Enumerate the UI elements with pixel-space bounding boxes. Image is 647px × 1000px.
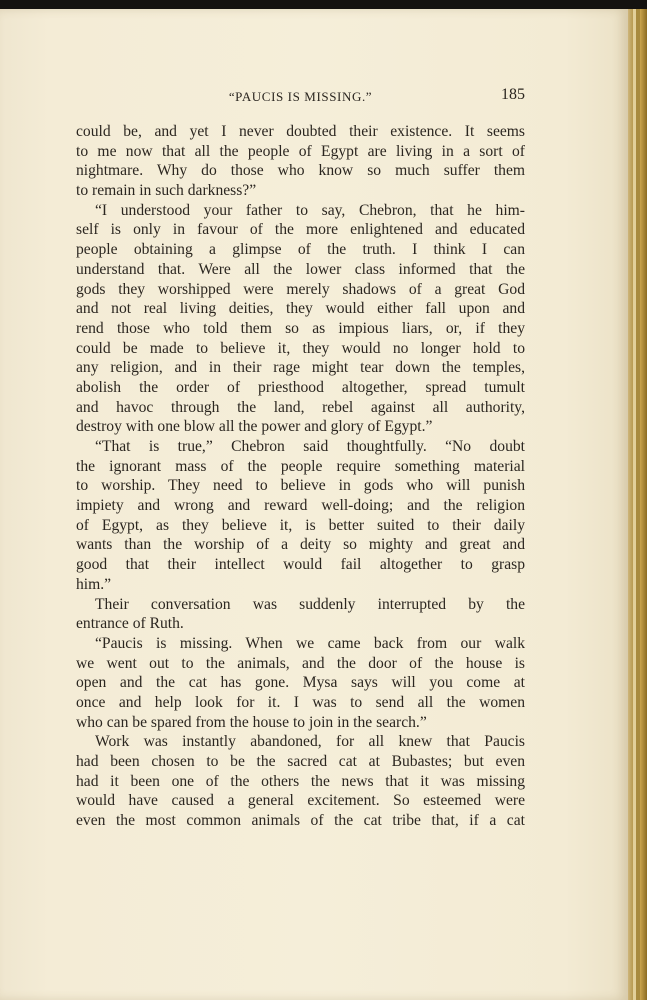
text-line: once and help look for it. I was to send all the women (76, 693, 525, 711)
text-line: people obtaining a glimpse of the truth. I think I can (76, 241, 525, 259)
text-line: “That is true,” Chebron said thoughtfully. “No doubt (95, 438, 525, 455)
text-line: and not real living deities, they would either fall upon and (76, 300, 525, 318)
text-line: had been chosen to be the sacred cat at Bubastes; but even (76, 753, 525, 770)
text-line: gods they worshipped were merely shadows of a great God (76, 280, 525, 298)
text-line: to worship. They need to believe in gods who will punish (76, 477, 525, 495)
text-line: “I understood your father to say, Chebron, that he him- (95, 201, 525, 219)
text-line: Work was instantly abandoned, for all knew that Paucis (95, 733, 525, 751)
scan-top-border (0, 0, 647, 9)
text-line: nightmare. Why do those who know so much suffer them (76, 162, 525, 180)
text-line: self is only in favour of the more enlightened and educated (76, 221, 525, 239)
text-line: “Paucis is missing. When we came back from our walk (95, 634, 525, 652)
text-line: even the most common animals of the cat tribe that, if a cat (76, 812, 525, 830)
text-line: wants than the worship of a deity so mighty and great and (76, 536, 525, 554)
text-line: abolish the order of priesthood altogether, spread tumult (76, 378, 525, 396)
text-line: to remain in such darkness?” (76, 182, 257, 200)
text-line: good that their intellect would fail altogether to grasp (76, 556, 525, 574)
text-line: had it been one of the others the news that it was missing (76, 772, 525, 790)
page-header (76, 86, 525, 108)
text-line: who can be spared from the house to join in the search.” (76, 713, 427, 731)
text-line: Their conversation was suddenly interrupted by the (95, 595, 525, 613)
text-line: rend those who told them so as impious liars, or, if they (76, 319, 525, 337)
page-number: 185 (501, 86, 525, 103)
text-line: would have caused a general excitement. So esteemed were (76, 792, 525, 810)
text-line: we went out to the animals, and the door of the house is (76, 654, 525, 672)
text-line: of Egypt, as they believe it, is better suited to their daily (76, 516, 525, 534)
text-line: the ignorant mass of the people require something material (76, 457, 525, 475)
running-head: “PAUCIS IS MISSING.” (228, 89, 373, 104)
text-line: understand that. Were all the lower class informed that the (76, 260, 525, 278)
text-line: open and the cat has gone. Mysa says will you come at (76, 674, 525, 692)
text-line: impiety and wrong and reward well-doing; and the religion (76, 497, 525, 515)
book-cover-edge (640, 9, 647, 1000)
text-line: entrance of Ruth. (76, 615, 184, 633)
text-line: could be, and yet I never doubted their existence. It seems (76, 123, 525, 140)
text-line: him.” (76, 575, 112, 593)
text-line: and havoc through the land, rebel against all authority, (76, 398, 525, 416)
text-line: could be made to believe it, they would no longer hold to (76, 339, 525, 357)
text-line: to me now that all the people of Egypt are living in a sort of (76, 142, 525, 160)
body-text (76, 122, 525, 831)
text-line: any religion, and in their rage might tear down the temples, (76, 359, 525, 377)
text-line: destroy with one blow all the power and glory of Egypt.” (76, 418, 433, 436)
